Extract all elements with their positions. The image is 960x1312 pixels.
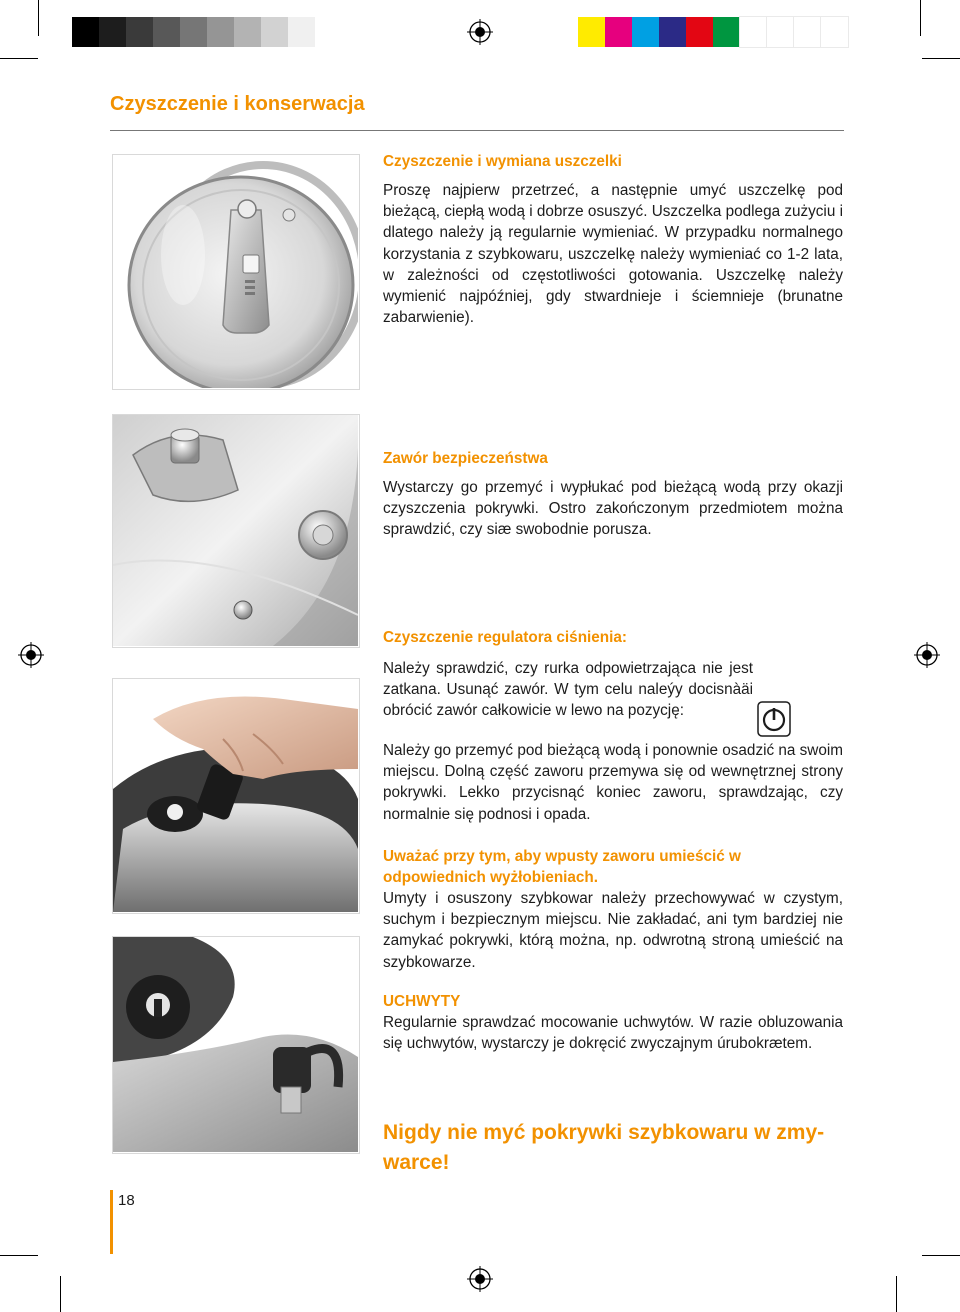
section-storage [383, 846, 843, 973]
section-heading-storage: Uważać przy tym, aby wpusty zaworu umieścić w odpowiednich wyżłobieniach. [383, 848, 741, 886]
calibration-swatch [288, 17, 315, 47]
calibration-swatch [126, 17, 153, 47]
title-divider [110, 130, 844, 131]
crop-mark [922, 1255, 960, 1256]
warning-box [383, 1118, 853, 1178]
section-heading-valve: Zawór bezpieczeństwa [383, 450, 548, 467]
crop-mark [0, 1255, 38, 1256]
calibration-swatch [821, 17, 848, 47]
crop-mark [38, 0, 39, 36]
registration-mark-icon [18, 642, 44, 668]
grayscale-calibration-bar [72, 17, 315, 47]
section-valve [383, 449, 843, 541]
calibration-swatch [740, 17, 767, 47]
regulator-removed-photo [113, 937, 358, 1152]
calibration-swatch [261, 17, 288, 47]
calibration-swatch [632, 17, 659, 47]
page-number-rule [110, 1190, 113, 1254]
color-calibration-bar [578, 17, 848, 47]
crop-mark [920, 0, 921, 36]
crop-mark [922, 58, 960, 59]
registration-mark-icon [914, 642, 940, 668]
page-title: Czyszczenie i konserwacja [110, 93, 365, 115]
section-body-gasket: Proszę najpierw przetrzeć, a następnie umyć uszczelkę pod bieżącą, ciepłą wodą i dobrze osuszyć. Uszczelka podlega zużyciu i dlatego należy ją regularnie wymieniać. W przypadku normalnego korzystania z szybkowaru, uszczelkę należy wymieniać co 1-2 lata, w zależności od częstotliwości gotowania. Uszczelkę należy wymienić najpóźniej, gdy stwardnieje i ściemnieje (brunatne zabarwienie). [383, 182, 843, 327]
section-body-storage: Umyty i osuszony szybkowar należy przechowywać w czystym, suchym i bezpiecznym miejscu. Nie zakładać, ani tym bardziej nie zamykać pokrywki, którą można, np. odwrotną stroną umieścić na szybkowarze. [383, 890, 843, 971]
section-heading-regulator: Czyszczenie regulatora ciśnienia: [383, 629, 627, 646]
calibration-swatch [180, 17, 207, 47]
registration-mark-icon [467, 1266, 493, 1292]
crop-mark [60, 1276, 61, 1312]
calibration-swatch [72, 17, 99, 47]
section-heading-handles: UCHWYTY [383, 993, 461, 1010]
crop-mark [896, 1276, 897, 1312]
calibration-swatch [207, 17, 234, 47]
calibration-swatch [659, 17, 686, 47]
lid-gasket-photo [113, 155, 358, 388]
section-body-regulator-1: Należy sprawdzić, czy rurka odpowietrzająca nie jest zatkana. Usunąć zawór. W tym celu naleýy docisnàäi obrócić zawór całkowicie w lewo na pozycję: [383, 660, 753, 720]
calibration-swatch [99, 17, 126, 47]
section-heading-gasket: Czyszczenie i wymiana uszczelki [383, 153, 622, 170]
section-regulator-cont [383, 740, 843, 825]
calibration-swatch [605, 17, 632, 47]
calibration-swatch [794, 17, 821, 47]
regulator-hand-photo [113, 679, 358, 912]
calibration-swatch [578, 17, 605, 47]
page-number: 18 [118, 1192, 135, 1209]
calibration-swatch [767, 17, 794, 47]
calibration-swatch [686, 17, 713, 47]
section-body-valve: Wystarczy go przemyć i wypłukać pod bieżącą wodą przy okazji czyszczenia pokrywki. Ostro zakończonym przedmiotem można sprawdzić, czy siæ swobodnie porusza. [383, 479, 843, 539]
warning-text: Nigdy nie myć pokrywki szybkowaru w zmy-warce! [383, 1121, 825, 1174]
section-body-handles: Regularnie sprawdzać mocowanie uchwytów. W razie obluzowania się uchwytów, wystarczy je dokręcić zwyczajnym úrubokrætem. [383, 1014, 843, 1053]
open-position-icon [757, 701, 791, 737]
calibration-swatch [234, 17, 261, 47]
calibration-swatch [713, 17, 740, 47]
crop-mark [0, 58, 38, 59]
section-gasket [383, 152, 843, 328]
registration-mark-icon [467, 19, 493, 45]
calibration-swatch [153, 17, 180, 47]
safety-valve-photo [113, 415, 358, 646]
section-handles [383, 992, 843, 1054]
section-body-regulator-2: Należy go przemyć pod bieżącą wodą i ponownie osadzić na swoim miejscu. Dolną część zaworu przemywa się od wewnętrznej strony pokrywki. Lekko przycisnąć koniec zaworu, sprawdzając, czy normalnie się podnosi i opada. [383, 742, 843, 823]
